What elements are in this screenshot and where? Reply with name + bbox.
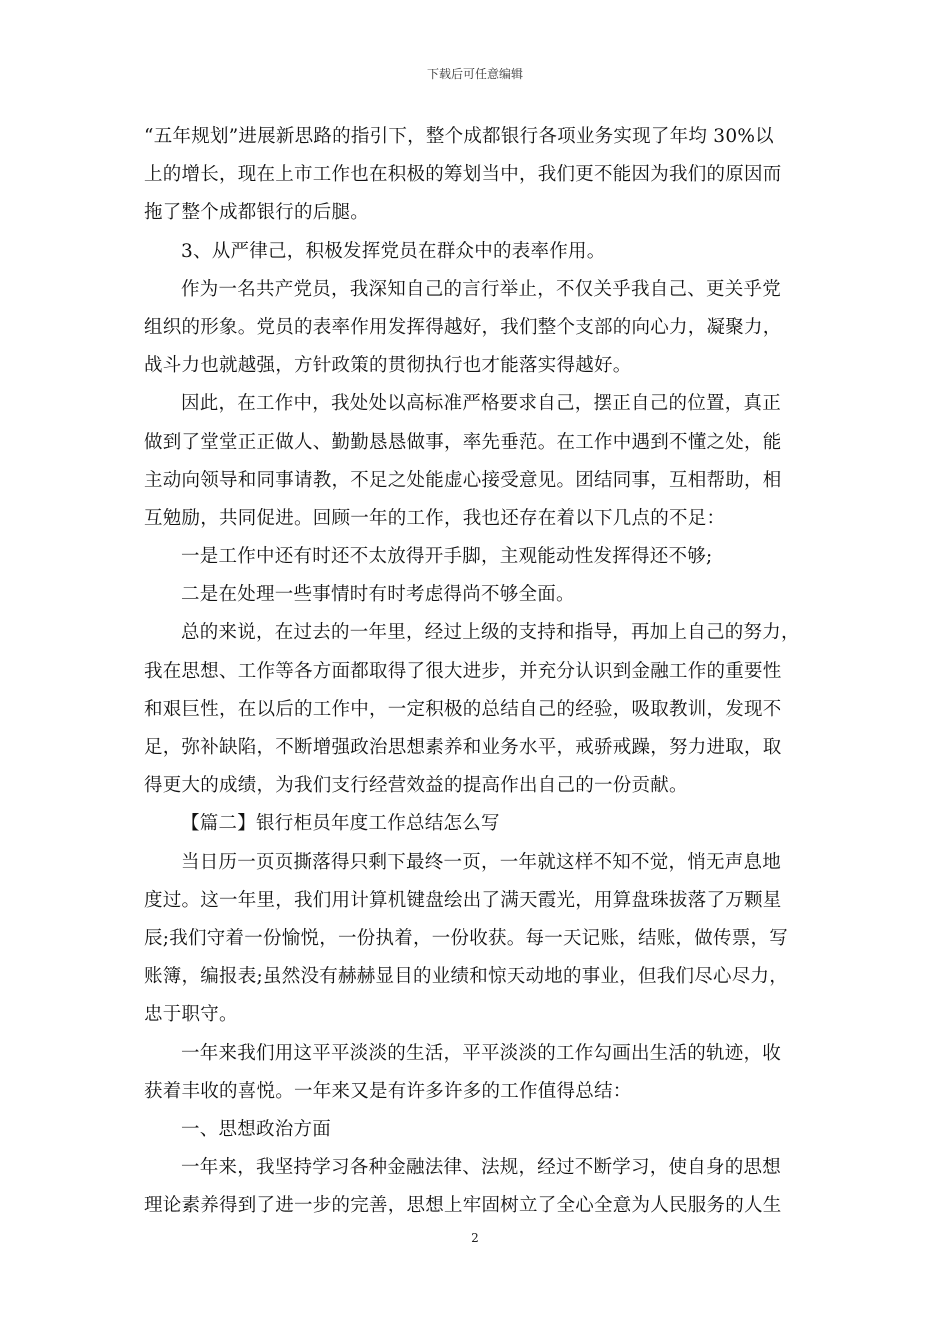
text-line: 忠于职守。 — [144, 1004, 238, 1026]
text-line: 组织的形象。党员的表率作用发挥得越好，我们整个支部的向心力，凝聚力， — [144, 316, 782, 338]
text-line: 互勉励，共同促进。回顾一年的工作，我也还存在着以下几点的不足： — [144, 507, 726, 529]
text-line: 一是工作中还有时还不太放得开手脚，主观能动性发挥得还不够; — [181, 546, 713, 568]
text-line: 账簿，编报表;虽然没有赫赫显目的业绩和惊天动地的事业，但我们尽心尽力， — [144, 966, 788, 988]
text-line: 度过。这一年里，我们用计算机键盘绘出了满天霞光，用算盘珠拔落了万颗星 — [144, 889, 782, 911]
text-line: “五年规划”进展新思路的指引下，整个成都银行各项业务实现了年均 30%以 — [144, 126, 774, 147]
text-line: 一、思想政治方面 — [181, 1118, 332, 1140]
text-line: 主动向领导和同事请教，不足之处能虚心接受意见。团结同事，互相帮助，相 — [144, 469, 782, 491]
text-line: 3、从严律己，积极发挥党员在群众中的表率作用。 — [181, 240, 606, 262]
text-line: 拖了整个成都银行的后腿。 — [144, 202, 370, 224]
document-body — [144, 118, 810, 1225]
text-line: 【篇二】银行柜员年度工作总结怎么写 — [181, 813, 500, 835]
text-line: 辰;我们守着一份愉悦，一份执着，一份收获。每一天记账，结账，做传票，写 — [144, 927, 788, 949]
text-line: 获着丰收的喜悦。一年来又是有许多许多的工作值得总结： — [144, 1080, 632, 1102]
text-line: 理论素养得到了进一步的完善，思想上牢固树立了全心全意为人民服务的人生 — [144, 1195, 782, 1217]
text-line: 战斗力也就越强，方针政策的贯彻执行也才能落实得越好。 — [144, 355, 632, 377]
page-header: 下载后可任意编辑 — [426, 67, 523, 81]
text-line: 作为一名共产党员，我深知自己的言行举止，不仅关乎我自己、更关乎党 — [181, 278, 782, 300]
text-line: 足，弥补缺陷，不断增强政治思想素养和业务水平，戒骄戒躁，努力进取，取 — [144, 737, 782, 758]
text-line: 一年来，我坚持学习各种金融法律、法规，经过不断学习，使自身的思想 — [181, 1157, 782, 1179]
text-line: 上的增长，现在上市工作也在积极的筹划当中，我们更不能因为我们的原因而 — [144, 164, 782, 186]
text-line: 一年来我们用这平平淡淡的生活，平平淡淡的工作勾画出生活的轨迹，收 — [181, 1042, 782, 1064]
text-line: 得更大的成绩，为我们支行经营效益的提高作出自己的一份贡献。 — [144, 775, 688, 797]
text-line: 做到了堂堂正正做人、勤勤恳恳做事，率先垂范。在工作中遇到不懂之处，能 — [144, 431, 782, 453]
text-line: 因此，在工作中，我处处以高标准严格要求自己，摆正自己的位置，真正 — [181, 393, 782, 415]
text-line: 我在思想、工作等各方面都取得了很大进步，并充分认识到金融工作的重要性 — [144, 660, 782, 682]
text-line: 二是在处理一些事情时有时考虑得尚不够全面。 — [181, 584, 575, 606]
text-line: 和艰巨性，在以后的工作中，一定积极的总结自己的经验，吸取教训，发现不 — [144, 698, 782, 720]
text-line: 总的来说，在过去的一年里，经过上级的支持和指导，再加上自己的努力， — [181, 622, 800, 644]
page-number: 2 — [471, 1231, 479, 1245]
text-line: 当日历一页页撕落得只剩下最终一页，一年就这样不知不觉，悄无声息地 — [181, 851, 782, 873]
